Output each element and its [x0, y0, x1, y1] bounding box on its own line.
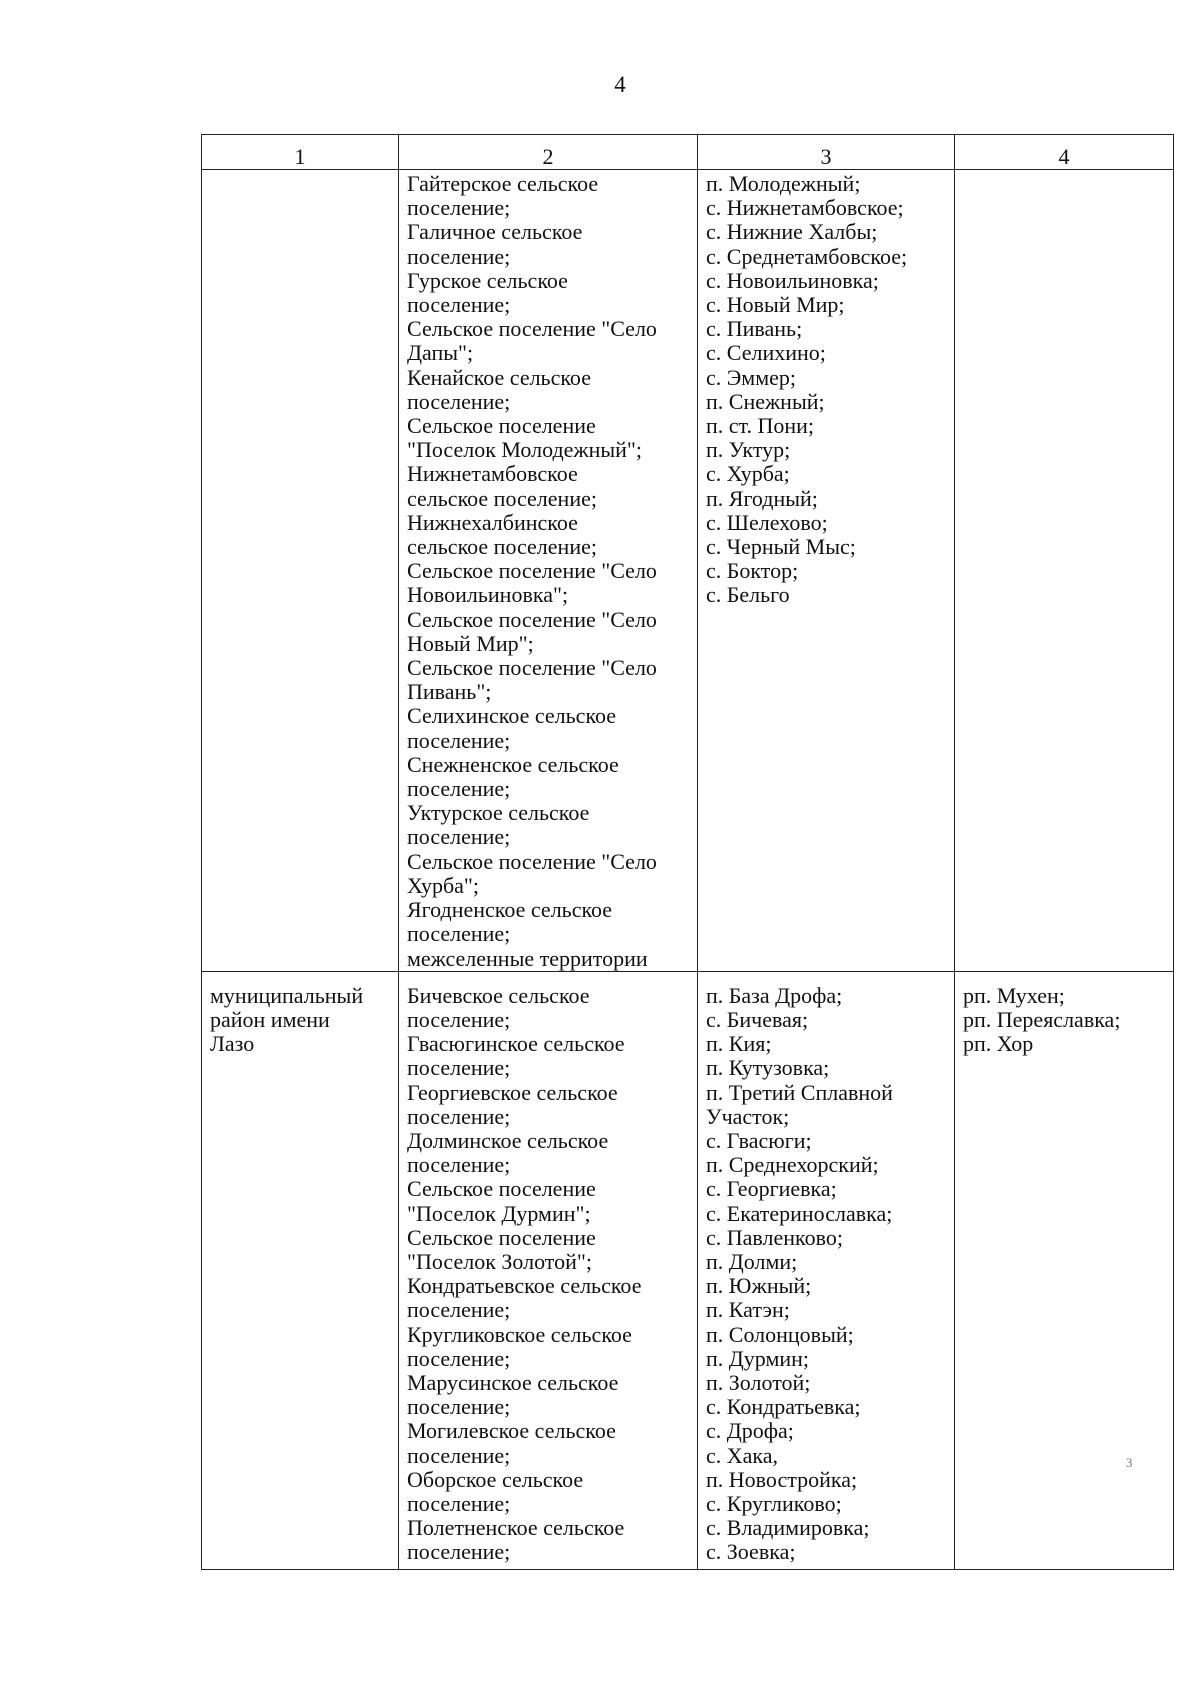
cell-line: Сельское поселение	[407, 413, 596, 439]
cell-line: Хурба";	[407, 872, 480, 898]
cell-line: Пивань";	[407, 679, 492, 705]
cell-line: Бичевское сельское	[407, 982, 590, 1008]
settlements-cell	[399, 971, 698, 1569]
cell-line: поселение;	[407, 921, 511, 947]
work-settlements-cell	[955, 971, 1174, 1569]
cell-line: Сельское поселение "Село	[407, 848, 657, 874]
cell-line: район имени	[210, 1006, 330, 1032]
cell-line: п. База Дрофа;	[706, 982, 843, 1008]
settlements-cell	[399, 170, 698, 972]
cell-line: Гвасюгинское сельское	[407, 1031, 625, 1057]
header-col-3: 3	[698, 135, 955, 170]
cell-line: с. Бельго	[706, 582, 790, 608]
cell-line: п. Новостройка;	[706, 1466, 858, 1492]
cell-line: п. ст. Пони;	[706, 413, 815, 439]
district-cell	[202, 971, 399, 1569]
cell-line: поселение;	[407, 1297, 511, 1323]
cell-line: поселение;	[407, 727, 511, 753]
cell-line: с. Хака,	[706, 1442, 779, 1468]
cell-line: Снежненское сельское	[407, 751, 619, 777]
cell-line: поселение;	[407, 1539, 511, 1565]
cell-line: рп. Переяславка;	[963, 1006, 1121, 1032]
cell-line: Новый Мир";	[407, 630, 534, 656]
cell-line: поселение;	[407, 1394, 511, 1420]
cell-line: Георгиевское сельское	[407, 1079, 618, 1105]
cell-line: Участок;	[706, 1103, 790, 1129]
cell-line: Кондратьевское сельское	[407, 1273, 642, 1299]
cell-line: с. Новый Мир;	[706, 292, 845, 318]
cell-line: Сельское поселение	[407, 1176, 596, 1202]
localities-cell	[698, 971, 955, 1569]
cell-line: поселение;	[407, 1006, 511, 1032]
cell-line: с. Среднетамбовское;	[706, 243, 908, 269]
table-row	[202, 971, 1174, 1569]
cell-line: Долминское сельское	[407, 1127, 609, 1153]
cell-line: с. Боктор;	[706, 558, 799, 584]
cell-line: с. Черный Мыс;	[706, 534, 856, 560]
cell-line: поселение;	[407, 292, 511, 318]
cell-line: п. Ягодный;	[706, 485, 818, 511]
settlements-table	[201, 134, 1174, 1570]
cell-line: Сельское поселение "Село	[407, 655, 657, 681]
cell-line: п. Дурмин;	[706, 1345, 810, 1371]
cell-line: поселение;	[407, 1490, 511, 1516]
cell-line: п. Уктур;	[706, 437, 791, 463]
header-col-4: 4	[955, 135, 1174, 170]
cell-line: поселение;	[407, 776, 511, 802]
cell-line: поселение;	[407, 1152, 511, 1178]
cell-line: Полетненское сельское	[407, 1515, 625, 1541]
cell-line: п. Среднехорский;	[706, 1152, 879, 1178]
cell-line: с. Бичевая;	[706, 1006, 809, 1032]
cell-line: п. Солонцовый;	[706, 1321, 854, 1347]
localities-cell	[698, 170, 955, 972]
cell-line: с. Дрофа;	[706, 1418, 794, 1444]
cell-line: с. Кондратьевка;	[706, 1394, 861, 1420]
cell-line: п. Золотой;	[706, 1369, 811, 1395]
cell-line: п. Южный;	[706, 1273, 812, 1299]
cell-line: Дапы";	[407, 340, 474, 366]
cell-line: рп. Мухен;	[963, 982, 1065, 1008]
cell-line: п. Долми;	[706, 1248, 798, 1274]
cell-line: межселенные территории	[407, 945, 648, 971]
cell-line: с. Георгиевка;	[706, 1176, 837, 1202]
cell-line: с. Селихино;	[706, 340, 826, 366]
cell-line: с. Екатеринославка;	[706, 1200, 893, 1226]
cell-line: "Поселок Молодежный";	[407, 437, 643, 463]
cell-line: п. Кия;	[706, 1031, 772, 1057]
cell-line: с. Нижние Халбы;	[706, 219, 878, 245]
header-row	[202, 135, 1174, 170]
cell-line: Нижнетамбовское	[407, 461, 578, 487]
cell-line: Сельское поселение "Село	[407, 606, 657, 632]
cell-line: п. Молодежный;	[706, 171, 861, 196]
cell-line: Сельское поселение	[407, 1224, 596, 1250]
cell-line: Гайтерское сельское	[407, 171, 599, 196]
cell-line: п. Катэн;	[706, 1297, 790, 1323]
cell-line: поселение;	[407, 1055, 511, 1081]
cell-line: "Поселок Золотой";	[407, 1248, 592, 1274]
cell-line: п. Кутузовка;	[706, 1055, 830, 1081]
cell-line: с. Эммер;	[706, 364, 797, 390]
cell-line: Оборское сельское	[407, 1466, 584, 1492]
cell-line: поселение;	[407, 1442, 511, 1468]
cell-line: Ягодненское сельское	[407, 897, 613, 923]
cell-line: с. Нижнетамбовское;	[706, 195, 904, 221]
cell-line: поселение;	[407, 1103, 511, 1129]
work-settlements-cell	[955, 170, 1174, 972]
cell-line: сельское поселение;	[407, 485, 597, 511]
cell-line: Гурское сельское	[407, 267, 568, 293]
cell-line: Лазо	[210, 1031, 255, 1057]
cell-line: Сельское поселение "Село	[407, 558, 657, 584]
cell-line: с. Хурба;	[706, 461, 790, 487]
cell-line: Уктурское сельское	[407, 800, 590, 826]
district-cell	[202, 170, 399, 972]
cell-line: муниципальный	[210, 982, 364, 1008]
cell-line: рп. Хор	[963, 1031, 1034, 1057]
cell-line: с. Шелехово;	[706, 509, 828, 535]
cell-line: с. Владимировка;	[706, 1515, 870, 1541]
cell-line: поселение;	[407, 1345, 511, 1371]
cell-line: с. Пивань;	[706, 316, 803, 342]
cell-line: сельское поселение;	[407, 534, 597, 560]
cell-line: п. Третий Сплавной	[706, 1079, 893, 1105]
cell-line: с. Новоильиновка;	[706, 267, 879, 293]
cell-line: поселение;	[407, 388, 511, 414]
cell-line: поселение;	[407, 824, 511, 850]
cell-line: с. Зоевка;	[706, 1539, 796, 1565]
cell-line: Новоильиновка";	[407, 582, 569, 608]
cell-line: поселение;	[407, 243, 511, 269]
page-number: 4	[614, 72, 626, 97]
cell-line: с. Гвасюги;	[706, 1127, 812, 1153]
cell-line: Нижнехалбинское	[407, 509, 578, 535]
cell-line: Галичное сельское	[407, 219, 583, 245]
cell-line: Сельское поселение "Село	[407, 316, 657, 342]
cell-line: поселение;	[407, 195, 511, 221]
cell-line: с. Кругликово;	[706, 1490, 842, 1516]
cell-line: "Поселок Дурмин";	[407, 1200, 591, 1226]
header-col-2: 2	[399, 135, 698, 170]
cell-line: Марусинское сельское	[407, 1369, 619, 1395]
cell-line: п. Снежный;	[706, 388, 825, 414]
cell-line: Могилевское сельское	[407, 1418, 616, 1444]
margin-mark: 3	[1126, 1455, 1133, 1470]
cell-line: с. Павленково;	[706, 1224, 843, 1250]
cell-line: Селихинское сельское	[407, 703, 617, 729]
cell-line: Кругликовское сельское	[407, 1321, 632, 1347]
cell-line: Кенайское сельское	[407, 364, 591, 390]
table-row	[202, 170, 1174, 972]
header-col-1: 1	[202, 135, 399, 170]
